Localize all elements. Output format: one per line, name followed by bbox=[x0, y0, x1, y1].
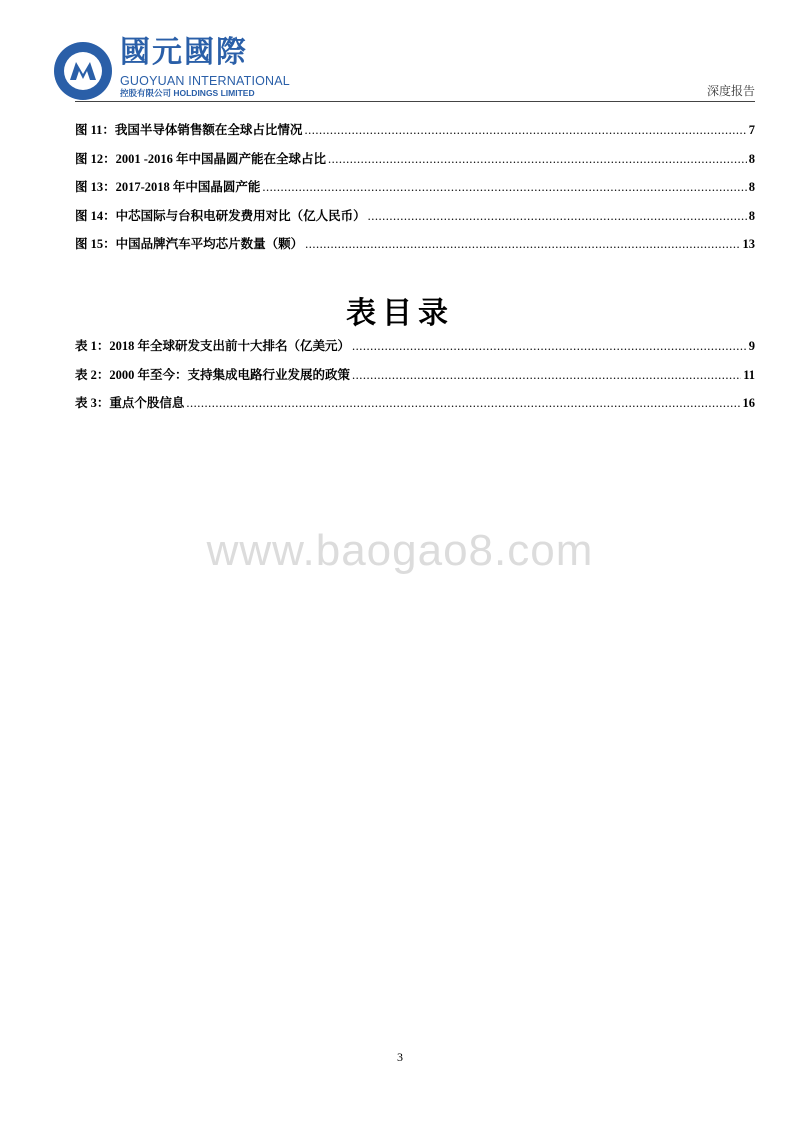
toc-entry-page: 9 bbox=[748, 339, 755, 353]
toc-leader-dots bbox=[262, 180, 746, 195]
toc-leader-dots bbox=[304, 123, 746, 138]
figure-toc-list bbox=[75, 120, 755, 263]
toc-entry-label: 图 15：中国品牌汽车平均芯片数量（颗） bbox=[75, 237, 304, 251]
logo-chinese-name: 國元國際 bbox=[120, 35, 248, 70]
toc-entry-page: 11 bbox=[743, 367, 755, 382]
guoyuan-logo-icon bbox=[52, 40, 114, 102]
toc-leader-dots bbox=[186, 396, 740, 411]
toc-entry-label: 图 12：2001 -2016 年中国晶圆产能在全球占比 bbox=[75, 151, 327, 166]
toc-entry-page: 8 bbox=[748, 208, 755, 223]
toc-entry[interactable] bbox=[75, 393, 755, 422]
header-divider bbox=[75, 101, 755, 102]
watermark: www.baogao8.com bbox=[206, 526, 594, 575]
toc-leader-dots bbox=[352, 368, 741, 383]
toc-entry-label: 图 11：我国半导体销售额在全球占比情况 bbox=[75, 123, 303, 137]
toc-entry[interactable] bbox=[75, 206, 755, 235]
toc-entry[interactable] bbox=[75, 120, 755, 149]
toc-entry[interactable] bbox=[75, 149, 755, 178]
page-header bbox=[0, 0, 800, 110]
logo-english-subtitle: 控股有限公司 HOLDINGS LIMITED bbox=[120, 88, 255, 98]
toc-leader-dots bbox=[352, 339, 747, 354]
toc-entry-label: 图 14：中芯国际与台积电研发费用对比（亿人民币） bbox=[75, 208, 366, 223]
document-type: 深度报告 bbox=[706, 84, 755, 98]
toc-entry-label: 图 13：2017-2018 年中国晶圆产能 bbox=[75, 180, 261, 194]
toc-entry[interactable] bbox=[75, 365, 755, 394]
page-number: 3 bbox=[397, 1050, 403, 1064]
toc-leader-dots bbox=[328, 152, 747, 167]
table-toc-title: 表目录 bbox=[346, 296, 454, 331]
toc-leader-dots bbox=[305, 237, 740, 252]
toc-entry[interactable] bbox=[75, 234, 755, 263]
toc-entry-page: 7 bbox=[748, 123, 755, 137]
toc-entry-page: 8 bbox=[748, 180, 755, 194]
toc-entry-page: 8 bbox=[748, 151, 755, 166]
table-toc-list bbox=[75, 336, 755, 422]
toc-entry-label: 表 3：重点个股信息 bbox=[75, 396, 185, 410]
toc-entry[interactable] bbox=[75, 336, 755, 365]
toc-entry[interactable] bbox=[75, 177, 755, 206]
toc-entry-page: 16 bbox=[742, 396, 755, 410]
toc-leader-dots bbox=[368, 209, 747, 224]
toc-entry-page: 13 bbox=[742, 237, 755, 251]
toc-entry-label: 表 2：2000 年至今：支持集成电路行业发展的政策 bbox=[75, 367, 351, 382]
toc-entry-label: 表 1：2018 年全球研发支出前十大排名（亿美元） bbox=[75, 339, 351, 353]
logo-english-name: GUOYUAN INTERNATIONAL bbox=[120, 74, 290, 88]
